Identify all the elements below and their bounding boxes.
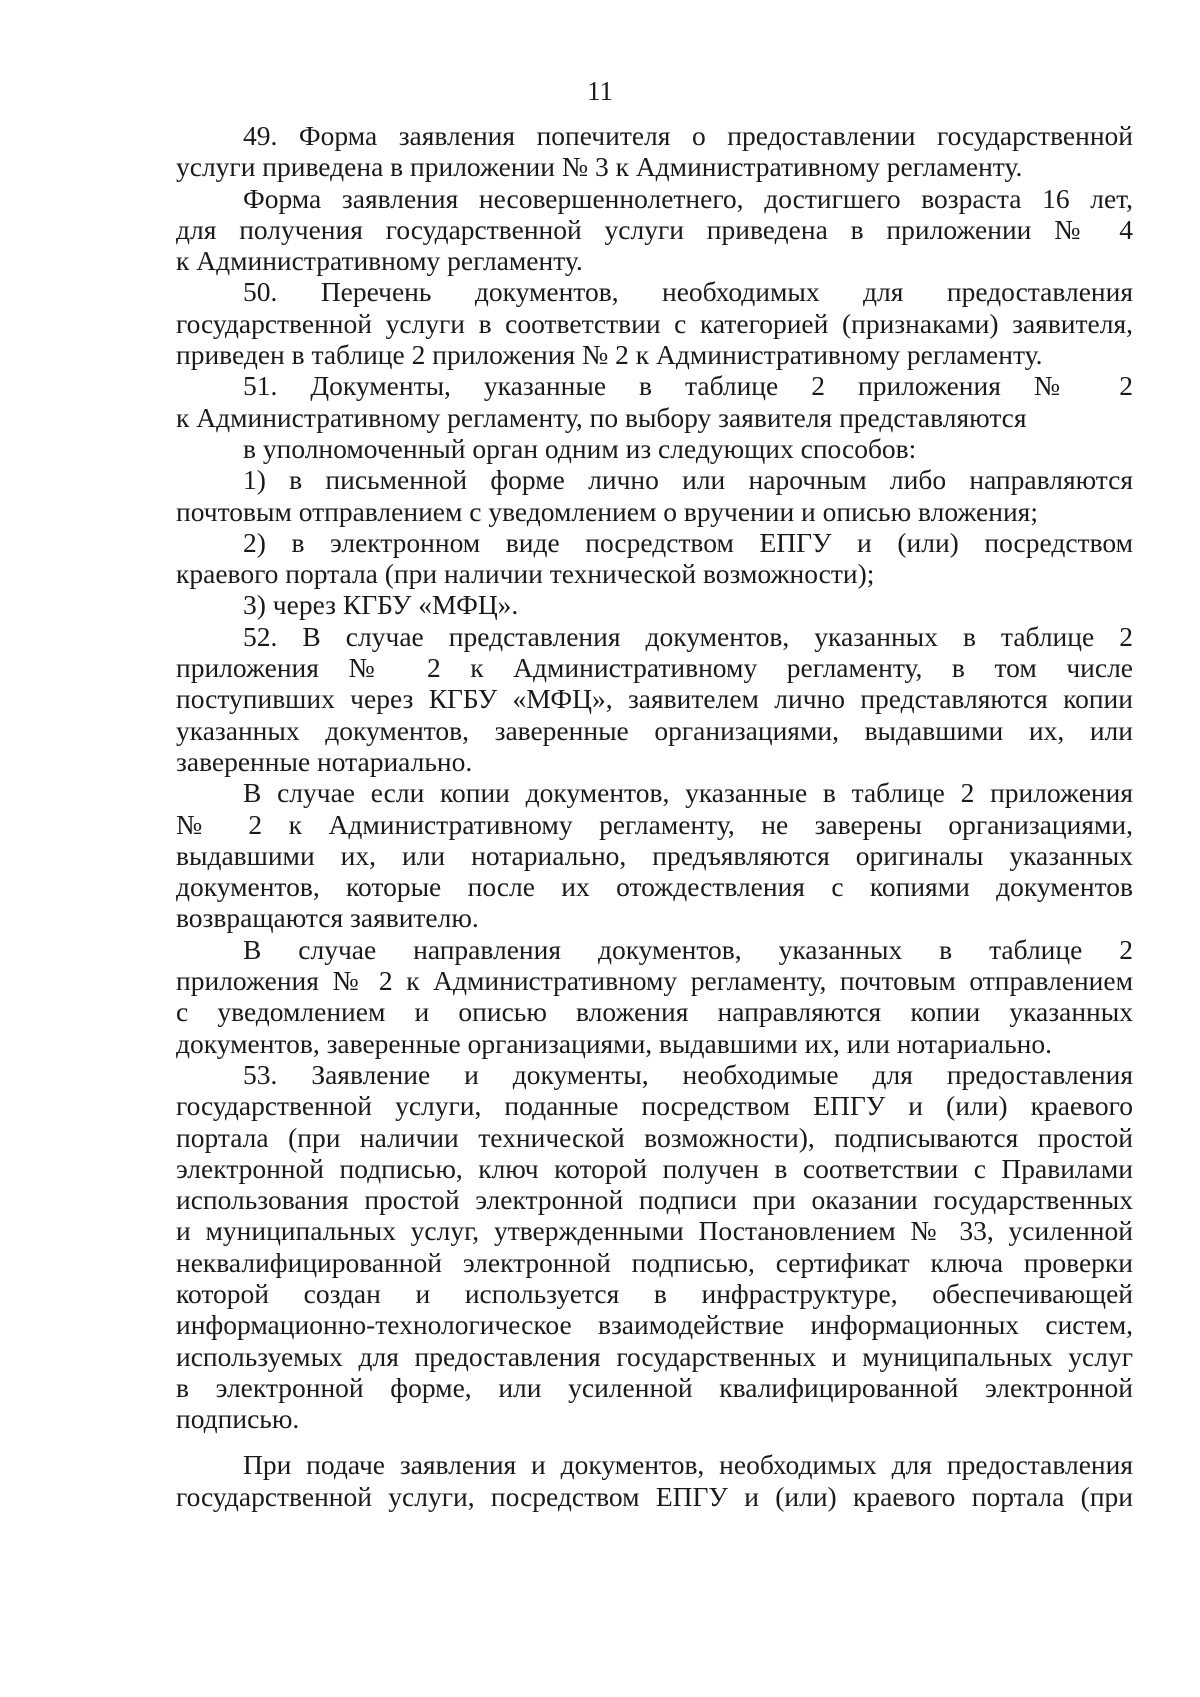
text-line: 52. В случае представления документов, указанных в таблице 2 (243, 620, 1133, 652)
text-line: портала (при наличии технической возможности), подписываются простой (176, 1121, 1133, 1153)
text-line: краевого портала (при наличии технической возможности); (176, 558, 875, 590)
paragraph-53-submission (176, 1449, 1133, 1512)
paragraph-51 (176, 370, 1133, 433)
text-line: указанных документов, заверенные организациями, выдавшими их, или (176, 714, 1133, 746)
paragraph-52 (176, 621, 1133, 777)
text-line: заверенные нотариально. (176, 745, 473, 777)
text-line: информационно-технологическое взаимодействие информационных систем, (176, 1309, 1133, 1341)
text-line: используемых для предоставления государственных и муниципальных услуг (176, 1340, 1133, 1372)
text-line: почтовым отправлением с уведомлением о вручении и описью вложения; (176, 495, 1038, 527)
text-line: в уполномоченный орган одним из следующих способов: (243, 432, 917, 464)
text-line: государственной услуги, поданные посредством ЕПГУ и (или) краевого (176, 1090, 1133, 1122)
paragraph-51-methods (176, 433, 1133, 464)
text-line: услуги приведена в приложении № 3 к Административному регламенту. (176, 151, 1023, 183)
paragraph-53 (176, 1059, 1133, 1435)
paragraph-gap (176, 1434, 1133, 1449)
text-line: В случае если копии документов, указанные в таблице 2 приложения (243, 777, 1133, 809)
text-line: Форма заявления несовершеннолетнего, достигшего возраста 16 лет, (243, 182, 1133, 214)
text-line: № 2 к Административному регламенту, не заверены организациями, (176, 808, 1133, 840)
text-line: документов, заверенные организациями, выдавшими их, или нотариально. (176, 1027, 1053, 1059)
text-line: При подаче заявления и документов, необходимых для предоставления (243, 1449, 1133, 1481)
text-line: приведен в таблице 2 приложения № 2 к Административному регламенту. (176, 339, 1043, 371)
text-line: 3) через КГБУ «МФЦ». (243, 589, 519, 621)
text-line: использования простой электронной подписи при оказании государственных (176, 1184, 1133, 1216)
page-number: 11 (587, 76, 613, 106)
text-line: для получения государственной услуги приведена в приложении № 4 (176, 213, 1133, 245)
text-line: к Административному регламенту. (176, 245, 583, 277)
text-line: 1) в письменной форме лично или нарочным либо направляются (243, 464, 1133, 496)
paragraph-49 (176, 120, 1133, 183)
text-line: 49. Форма заявления попечителя о предоставлении государственной (243, 120, 1133, 151)
paragraph-52-mail (176, 934, 1133, 1059)
text-line: выдавшими их, или нотариально, предъявляются оригиналы указанных (176, 839, 1133, 871)
list-item-2 (176, 527, 1133, 590)
text-line: приложения № 2 к Административному регламенту, почтовым отправлением (176, 965, 1133, 997)
text-line: приложения № 2 к Административному регламенту, в том числе (176, 652, 1133, 684)
text-line: которой создан и используется в инфраструктуре, обеспечивающей (176, 1277, 1133, 1309)
text-line: 50. Перечень документов, необходимых для предоставления (243, 276, 1133, 308)
text-line: к Административному регламенту, по выбору заявителя представляются (176, 401, 1027, 433)
text-line: 2) в электронном виде посредством ЕПГУ и (или) посредством (243, 526, 1133, 558)
text-line: с уведомлением и описью вложения направляются копии указанных (176, 996, 1133, 1028)
document-body (176, 120, 1133, 1512)
paragraph-49-form-16 (176, 183, 1133, 277)
text-line: неквалифицированной электронной подписью, сертификат ключа проверки (176, 1246, 1133, 1278)
text-line: 53. Заявление и документы, необходимые для предоставления (243, 1058, 1133, 1090)
paragraph-50 (176, 276, 1133, 370)
text-line: возвращаются заявителю. (176, 902, 479, 934)
text-line: государственной услуги в соответствии с категорией (признаками) заявителя, (176, 307, 1133, 339)
text-line: документов, которые после их отождествления с копиями документов (176, 871, 1133, 903)
text-line: 51. Документы, указанные в таблице 2 приложения № 2 (243, 370, 1133, 402)
text-line: в электронной форме, или усиленной квалифицированной электронной (176, 1371, 1133, 1403)
list-item-1 (176, 464, 1133, 527)
text-line: В случае направления документов, указанных в таблице 2 (243, 933, 1133, 965)
text-line: поступивших через КГБУ «МФЦ», заявителем лично представляются копии (176, 683, 1133, 715)
list-item-3 (176, 589, 1133, 620)
text-line: и муниципальных услуг, утвержденными Постановлением № 33, усиленной (176, 1215, 1133, 1247)
text-line: электронной подписью, ключ которой получен в соответствии с Правилами (176, 1152, 1133, 1184)
text-line: государственной услуги, посредством ЕПГУ и (или) краевого портала (при (176, 1480, 1133, 1512)
paragraph-52-originals (176, 777, 1133, 933)
text-line: подписью. (176, 1403, 300, 1435)
